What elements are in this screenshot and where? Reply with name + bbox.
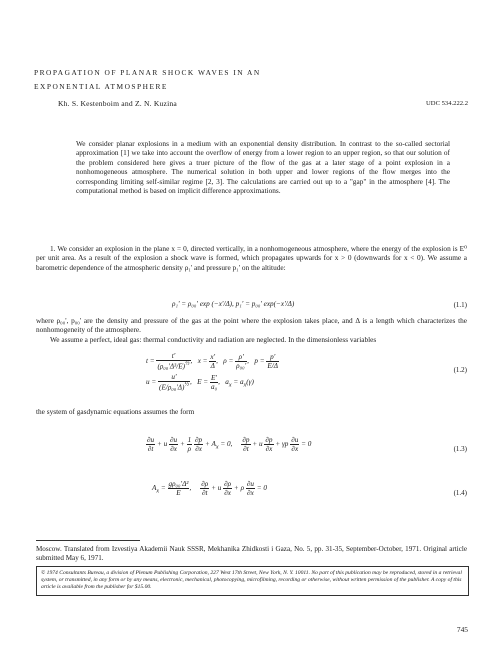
equation-1-4: $A_x$ = $\frac{\text{gρ₀₀'Δ²}}{E}$ , $\frac{\partial\rho}{\partial t}$ + u $\frac{\partial\rho}{\partial x}$ + ρ $\frac{\partial u}{\partial x}$ = 0: [152, 480, 268, 497]
equation-1-3-number: (1.3): [453, 445, 467, 453]
paper-title-line-1: PROPAGATION OF PLANAR SHOCK WAVES IN AN: [34, 68, 261, 77]
page-number: 745: [456, 625, 468, 634]
equation-1-1: ρ₁' = ρ₀₀' exp (−x'/Δ), p₁' = p₀₀' exp(−x'/Δ): [172, 300, 295, 308]
abstract: We consider planar explosions in a medium with an exponential density distribution. In contrast to the so-called sectorial approximation [1] we take into account the overflow of energy from a lower region to an upper region, so that our solution of the problem considered here gives a truer picture of the flow of the gas at a later stage of a point explosion in a nonhomogeneous atmosphere. The numerical solution in both upper and lower regions of the flow merges into the corresponding limiting self-similar regime [2, 3]. The calculations are carried out up to a "gap" in the atmosphere [4]. The computational method is based on implicit difference approximations.: [76, 139, 450, 196]
equation-1-2: t = $\frac{t'}{(\rho_{00}'\Delta^3/E)^{\frac{1}{2}}}$ , x = $\frac{x'}{\Delta}$ , ρ = $\frac{\rho'}{\text{ρ₀₀'}}$ , p = $\frac{p'}{E/\Delta}$ u = $\frac{u'}{(E/\rho_{00}'\Delta)^{\frac{1}{2}}}$ , E = $\frac{E'}{\text{a₀}}$ , $a_x = a_x(\gamma)$: [146, 352, 278, 392]
footnote-rule: [36, 540, 140, 541]
copyright-text: © 1974 Consultants Bureau, a division of Plenum Publishing Corporation, 227 West 17th Street, New York, N. Y. 10011. No part of this publication may be reproduced, stored in a retrieval system, or transmitted, in any form or by any means, electronic, mechanical, photocopying, microfilming, recording or otherwise, without written permission of the publisher. A copy of this article is available from the publisher for $15.00.: [41, 570, 462, 591]
equation-1-3: $\frac{\partial u}{\partial t}$ + u $\frac{\partial u}{\partial x}$ + $\frac{1}{\rho}$ $\frac{\partial p}{\partial x}$ + $A_x = 0$, $\frac{\partial p}{\partial t}$ + u $\frac{\partial p}{\partial x}$ + γp $\frac{\partial u}{\partial x}$ = 0: [147, 436, 312, 453]
equation-1-1-number: (1.1): [453, 301, 467, 309]
authors: Kh. S. Kestenboim and Z. N. Kuzina: [58, 99, 178, 108]
udc-code: UDC 534.222.2: [426, 100, 468, 107]
footnote: Moscow. Translated from Izvestiya Akademii Nauk SSSR, Mekhanika Zhidkosti i Gaza, No. 5, pp. 31-35, September-October, 1971. Original article submitted May 6, 1971.: [36, 545, 467, 562]
paragraph-4: the system of gasdynamic equations assumes the form: [36, 407, 195, 416]
equation-1-4-number: (1.4): [453, 489, 467, 497]
copyright-box: [36, 566, 469, 596]
paragraph-2: where ρ₀₀', p₀₀' are the density and pressure of the gas at the point where the explosion takes place, and Δ is a length which characterizes the nonhomogeneity of the atmosphere.: [36, 316, 467, 335]
paragraph-1: 1. We consider an explosion in the plane x = 0, directed vertically, in a nonhomogeneous atmosphere, where the energy of the explosion is E⁰ per unit area. As a result of the explosion a shock wave is formed, which propagates upwards for x > 0 (downwards for x < 0). We assume a barometric dependence of the atmospheric density ρ₁' and pressure p₁' on the altitude:: [36, 244, 467, 272]
paragraph-3: We assume a perfect, ideal gas: thermal conductivity and radiation are neglected. In the dimensionless variables: [50, 335, 377, 344]
paper-title-line-2: EXPONENTIAL ATMOSPHERE: [34, 82, 168, 91]
equation-1-2-number: (1.2): [453, 366, 467, 374]
